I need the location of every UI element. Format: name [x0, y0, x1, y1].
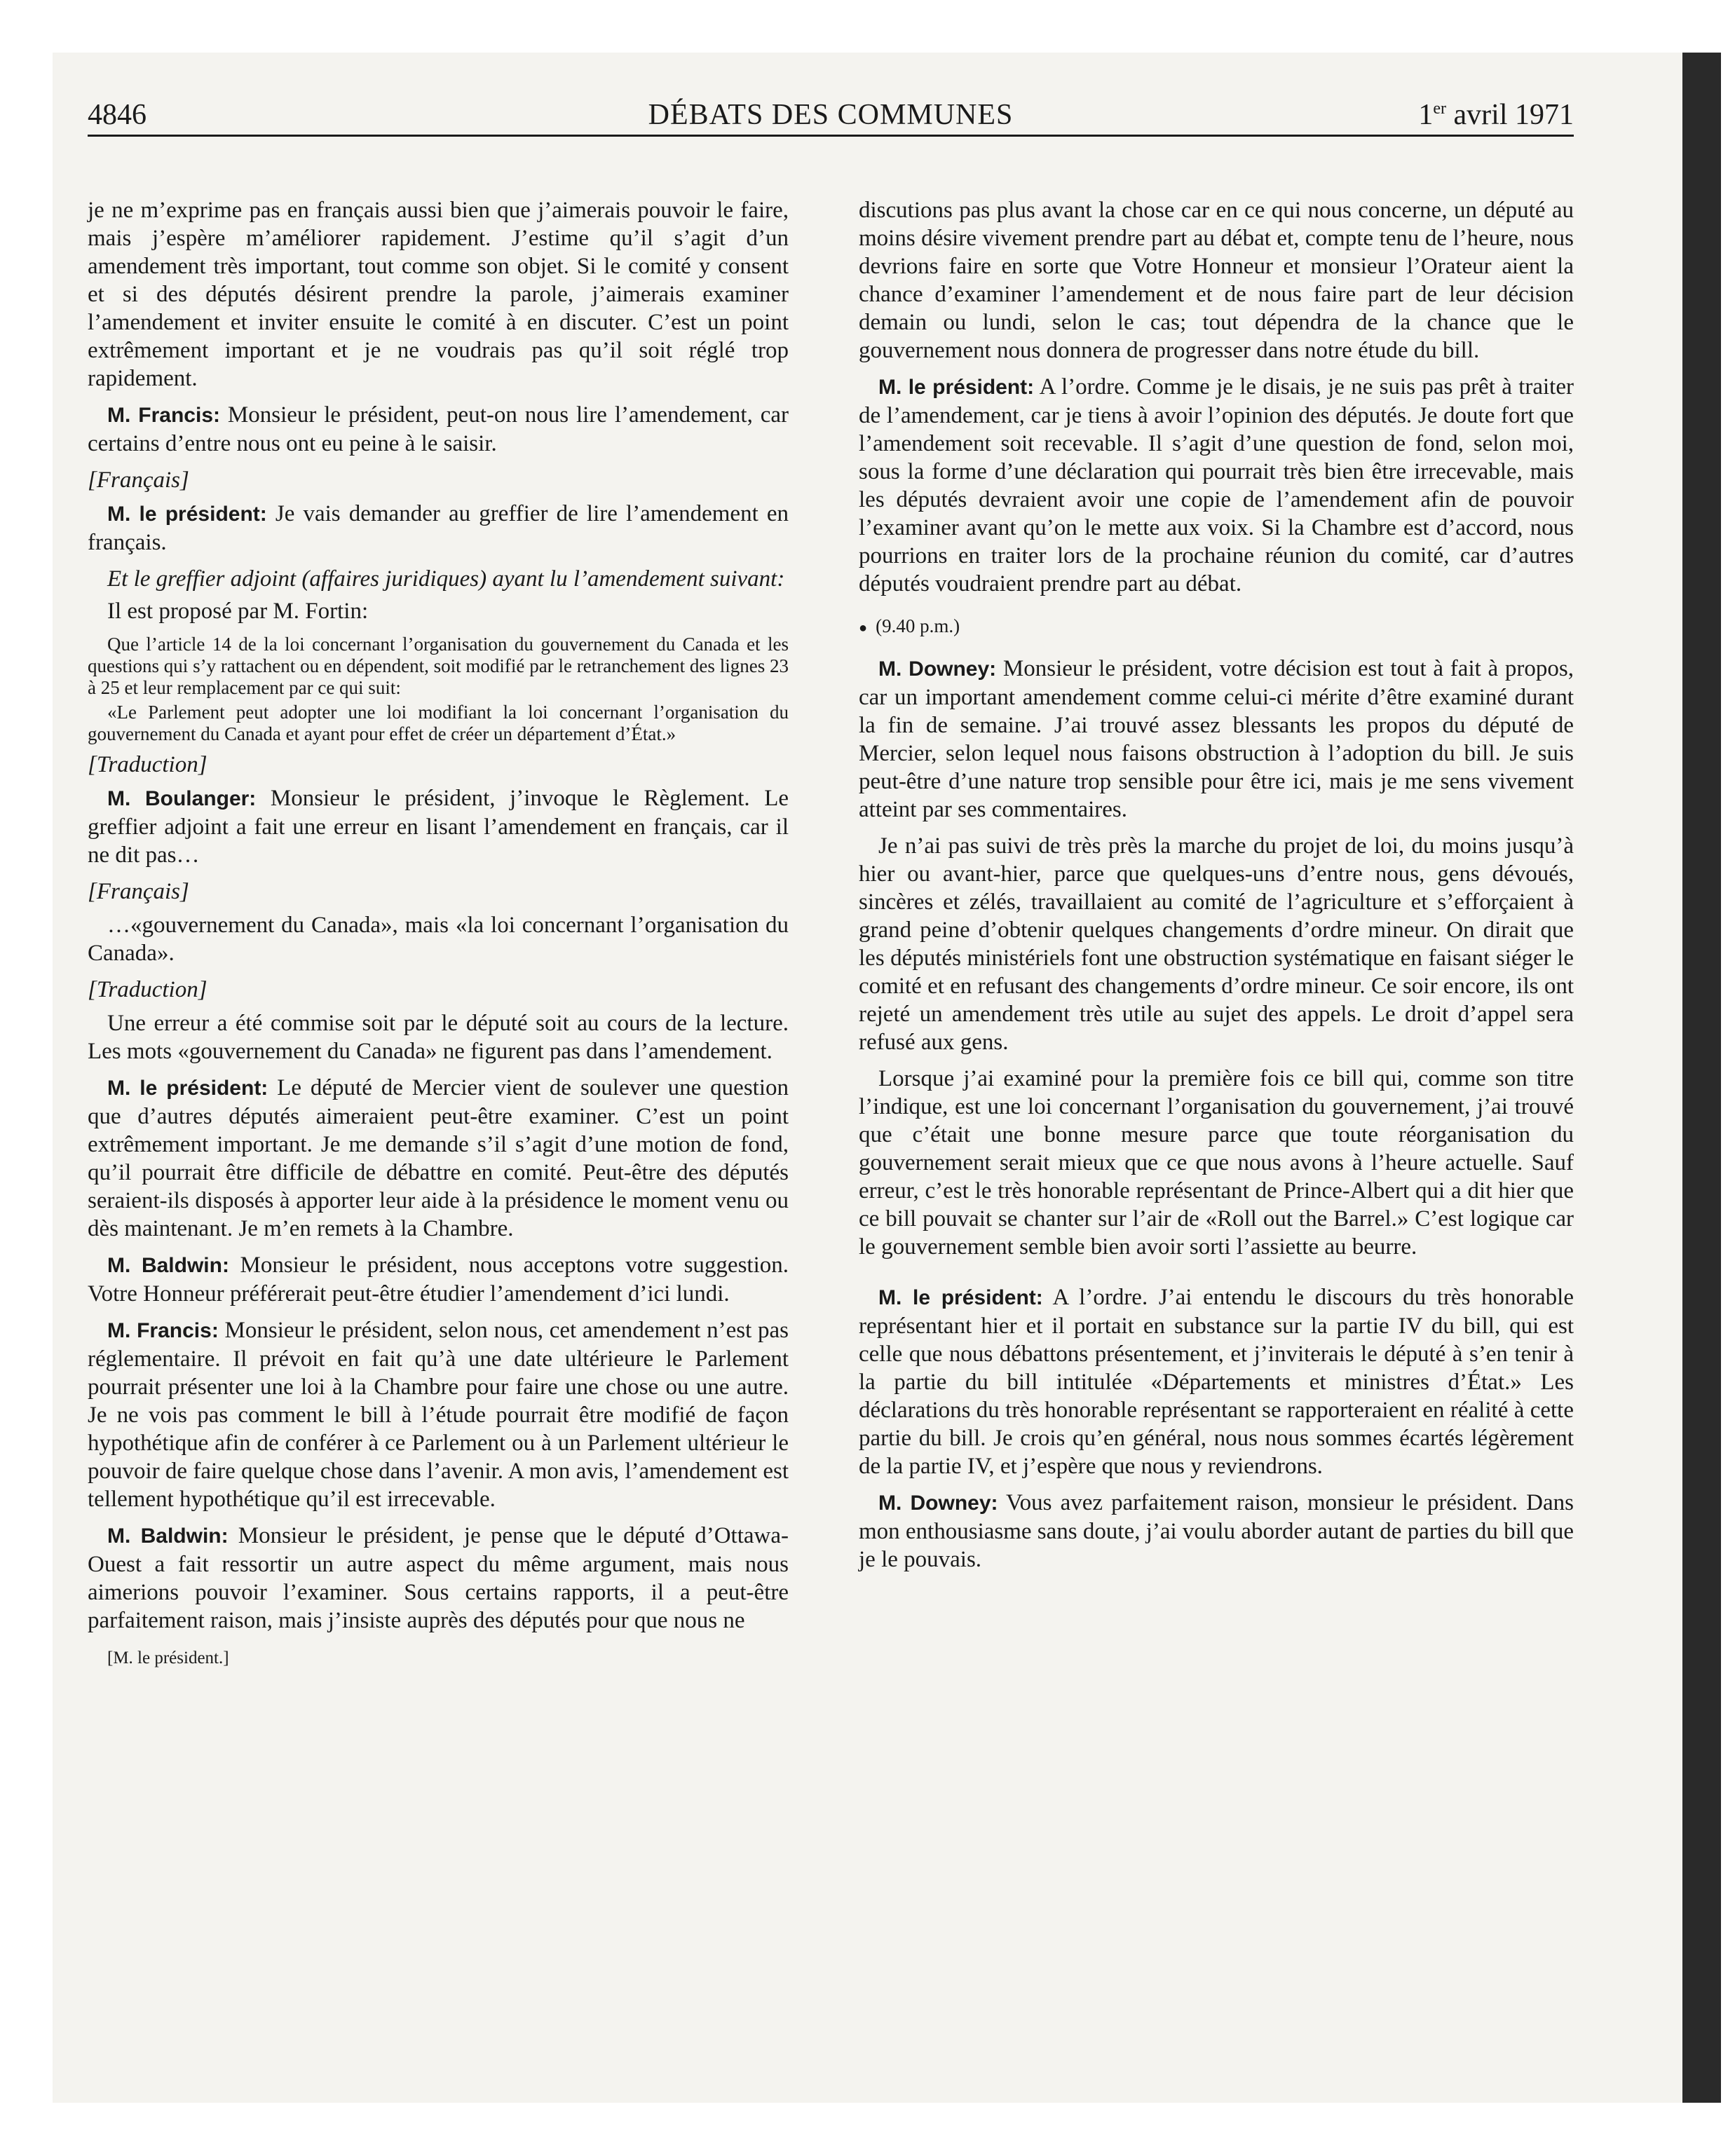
- language-marker: [Français]: [88, 468, 189, 493]
- paragraph: M. Downey: Vous avez parfaitement raison, monsieur le président. Dans mon enthousiasme sans doute, j’ai voulu aborder autant de parties du bill que je le pouvais.: [859, 1490, 1574, 1572]
- language-marker: [Traduction]: [88, 752, 207, 777]
- speaker-name: M. Boulanger:: [107, 787, 257, 810]
- date-suffix: er: [1433, 100, 1447, 118]
- date-month-year: avril 1971: [1446, 99, 1574, 131]
- speaker-name: M. le président:: [107, 503, 267, 526]
- amendment-quote: Que l’article 14 de la loi concernant l’organisation du gouvernement du Canada et les questions qui s’y rattachent ou en dépendent, soit modifié par le retranchement des lignes 23 à 25 et leur remplacement par ce qui suit:: [88, 634, 789, 698]
- paragraph: M. Francis: Monsieur le président, selon nous, cet amendement n’est pas réglementaire. Il prévoit en fait qu’à une date ultérieure le Parlement pourrait présenter une loi à la Chambre pour faire une chose ou une autre. Je ne vois pas comment le bill à l’étude pourrait être modifié de façon hypothétique afin de conférer à ce Parlement ou à un Parlement ultérieur le pouvoir de faire quelque chose dans l’avenir. A mon avis, l’amendement est tellement hypothétique qu’il est irrecevable.: [88, 1318, 789, 1512]
- paragraph: discutions pas plus avant la chose car en ce qui nous concerne, un député au moins désire vivement prendre part au débat et, compte tenu de l’heure, nous devrions faire en sorte que Votre Honneur et monsieur l’Orateur aient la chance d’examiner l’amendement et de nous faire part de leur décision demain ou lundi, selon le cas; tout dépendra de la chance que le gouvernement nous donnera de progresser dans notre étude du bill.: [859, 198, 1574, 363]
- paragraph: je ne m’exprime pas en français aussi bien que j’aimerais pouvoir le faire, mais j’espère m’améliorer rapidement. J’estime qu’il s’agit d’un amendement très important, tout comme son objet. Si le comité y consent et si des députés désirent prendre la parole, j’aimerais examiner l’amendement et inviter ensuite le comité à en discuter. C’est un point extrêmement important et je ne voudrais pas qu’il soit réglé trop rapidement.: [88, 198, 789, 391]
- paragraph: M. Baldwin: Monsieur le président, nous acceptons votre suggestion. Votre Honneur préférerait peut-être étudier l’amendement d’ici lundi.: [88, 1253, 789, 1306]
- paragraph: M. Baldwin: Monsieur le président, je pense que le député d’Ottawa-Ouest a fait ressortir un autre aspect du même argument, mais nous aimerions pouvoir l’examiner. Sous certains rapports, il a peut-être parfaitement raison, mais j’insiste auprès des députés pour que nous ne: [88, 1523, 789, 1633]
- time-marker: ● (9.40 p.m.): [859, 615, 960, 636]
- paragraph: Je n’ai pas suivi de très près la marche du projet de loi, du moins jusqu’à hier ou avant-hier, parce que quelques-uns d’entre nous, gens dévoués, sincères et zélés, travaillaient au comité de l’agriculture et s’efforçaient à grand peine d’obtenir quelques changements d’ordre mineur. On dirait que les députés ministériels font une obstruction systématique en faisant siéger le comité et en refusant des changements d’ordre mineur. Ce soir encore, ils ont rejeté un amendement très utile au sujet des appels. Le droit d’appel sera refusé aux gens.: [859, 833, 1574, 1055]
- bullet-icon: ●: [859, 620, 868, 636]
- right-column: [859, 196, 1574, 1582]
- speaker-name: M. Baldwin:: [107, 1254, 229, 1277]
- paragraph: …«gouvernement du Canada», mais «la loi concernant l’organisation du Canada».: [88, 913, 789, 966]
- page-header: [88, 100, 1574, 137]
- speaker-name: M. Downey:: [878, 1492, 998, 1515]
- paragraph: M. Boulanger: Monsieur le président, j’invoque le Règlement. Le greffier adjoint a fait une erreur en lisant l’amendement en français, car il ne dit pas…: [88, 786, 789, 868]
- spacer: [859, 1269, 1574, 1283]
- paragraph: M. le président: A l’ordre. J’ai entendu le discours du très honorable représentant hier et il portait en substance sur la partie IV du bill, qui est celle que nous débattons présentement, et j’inviterais le député à s’en tenir à la partie du bill intitulée «Départements et ministres d’État.» Les déclarations du très honorable représentant se rapporteraient en réalité à cette partie du bill. Je crois qu’en général, nous nous sommes écartés légèrement de la partie IV, et j’espère que nous y reviendrons.: [859, 1285, 1574, 1479]
- paragraph: Lorsque j’ai examiné pour la première fois ce bill qui, comme son titre l’indique, est une loi concernant l’organisation du gouvernement, j’ai trouvé que c’était une bonne mesure parce que toute réorganisation du gouvernement serait mieux que ce que nous avons à l’heure actuelle. Sauf erreur, c’est le très honorable représentant de Prince-Albert qui a dit hier que ce bill pouvait se chanter sur l’air de «Roll out the Barrel.» C’est logique car le gouvernement semble bien avoir sorti l’assiette au beurre.: [859, 1066, 1574, 1260]
- column-footer: [M. le président.]: [107, 1649, 229, 1667]
- speaker-name: M. Downey:: [878, 657, 997, 681]
- paragraph: M. le président: A l’ordre. Comme je le disais, je ne suis pas prêt à traiter de l’amendement, car je tiens à avoir l’opinion des députés. Je doute fort que l’amendement soit recevable. Il s’agit d’une question de fond, selon moi, sous la forme d’une déclaration qui pourrait très bien être irrecevable, mais les députés devraient avoir une copie de l’amendement afin de pouvoir l’examiner avant qu’on le mette aux voix. Si la Chambre est d’accord, nous pourrions en traiter lors de la prochaine réunion du comité, car d’autres députés voudraient prendre part au débat.: [859, 374, 1574, 596]
- paragraph: M. le président: Je vais demander au greffier de lire l’amendement en français.: [88, 501, 789, 555]
- speaker-name: M. le président:: [878, 1286, 1043, 1309]
- paragraph: M. le président: Le député de Mercier vient de soulever une question que d’autres députés aimeraient peut-être examiner. C’est un point extrêmement important. Je me demande s’il s’agit d’une motion de fond, qu’il pourrait être difficile de débattre en comité. Peut-être des députés seraient-ils disposés à apporter leur aide à la présidence le moment venu ou dès maintenant. Je m’en remets à la Chambre.: [88, 1075, 789, 1241]
- language-marker: [Traduction]: [88, 977, 207, 1002]
- amendment-quote: «Le Parlement peut adopter une loi modifiant la loi concernant l’organisation du gouvernement du Canada et ayant pour effet de créer un département d’État.»: [88, 702, 789, 744]
- language-marker: [Français]: [88, 879, 189, 904]
- page-date: [1418, 98, 1574, 132]
- left-column: [88, 196, 789, 1681]
- scan-edge: [1682, 53, 1721, 2103]
- paragraph: Une erreur a été commise soit par le député soit au cours de la lecture. Les mots «gouvernement du Canada» ne figurent pas dans l’amendement.: [88, 1011, 789, 1064]
- date-day: 1: [1418, 99, 1434, 131]
- paragraph: M. Downey: Monsieur le président, votre décision est tout à fait à propos, car un important amendement comme celui-ci mérite d’être examiné durant la fin de semaine. J’ai trouvé assez blessants les propos du député de Mercier, selon lequel nous faisons obstruction à l’adoption du bill. Je suis peut-être d’une nature trop sensible pour être ici, mais je me sens vivement atteint par ses commentaires.: [859, 656, 1574, 822]
- paragraph: M. Francis: Monsieur le président, peut-on nous lire l’amendement, car certains d’entre nous ont eu peine à le saisir.: [88, 402, 789, 456]
- speaker-name: M. le président:: [107, 1077, 268, 1100]
- speaker-name: M. Francis:: [107, 1319, 219, 1342]
- paragraph: Il est proposé par M. Fortin:: [107, 599, 369, 624]
- page-number: 4846: [88, 99, 147, 131]
- page-title: DÉBATS DES COMMUNES: [648, 99, 1014, 131]
- speaker-name: M. le président:: [878, 376, 1035, 399]
- speaker-name: M. Baldwin:: [107, 1524, 229, 1548]
- speaker-name: M. Francis:: [107, 404, 220, 427]
- procedural-note: Et le greffier adjoint (affaires juridiques) ayant lu l’amendement suivant:: [107, 566, 785, 592]
